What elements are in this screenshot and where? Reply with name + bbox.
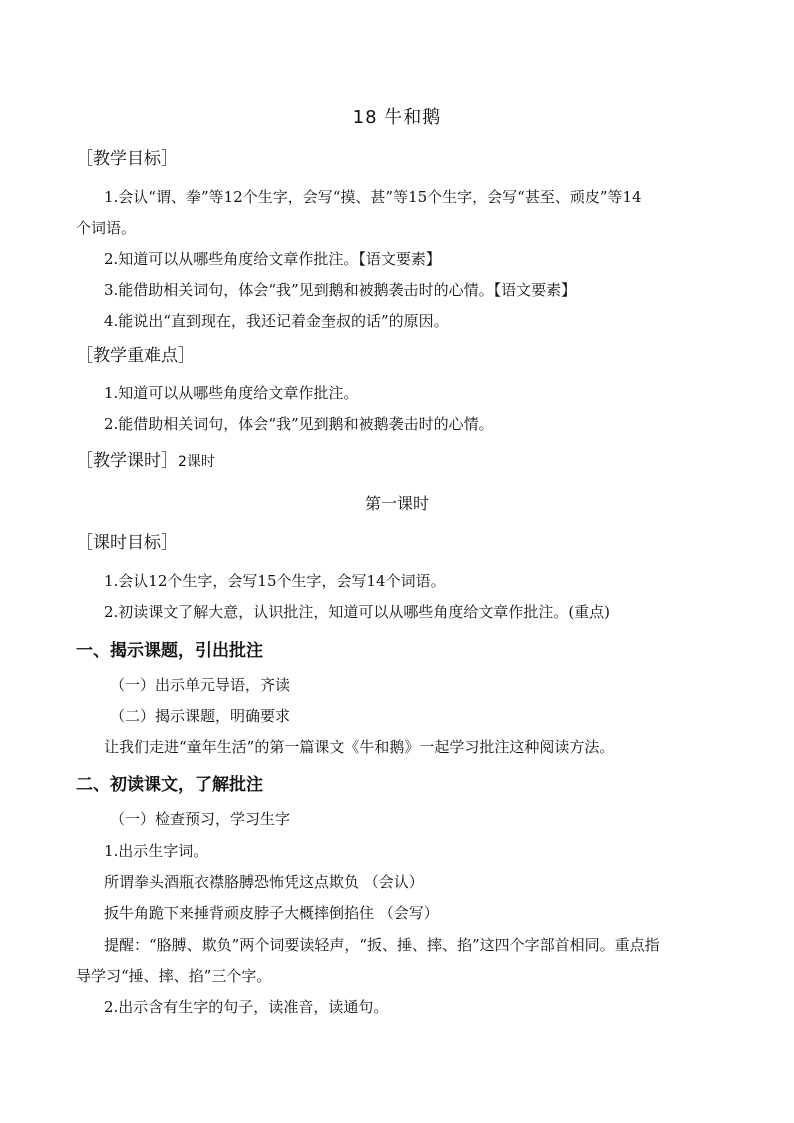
lesson-goals-heading: ［课时目标］	[76, 533, 178, 553]
section-1-item-2: （二）揭示课题，明确要求	[110, 707, 291, 725]
key-point-item-1: 1.知道可以从哪些角度给文章作批注。	[104, 384, 359, 402]
lesson-goal-item-2: 2.初读课文了解大意，认识批注，知道可以从哪些角度给文章作批注。(重点)	[104, 603, 611, 621]
section-1-item-1: （一）出示单元导语，齐读	[110, 676, 291, 694]
hours-heading: ［教学课时］	[76, 451, 178, 471]
section-2-item-4: 扳牛角跪下来捶背顽皮脖子大概摔倒掐住 （会写）	[104, 904, 439, 922]
objective-item-4: 4.能说出“直到现在，我还记着金奎叔的话”的原因。	[104, 312, 449, 330]
section-heading-1: 一、揭示课题，引出批注	[76, 641, 263, 661]
key-points-heading: ［教学重难点］	[76, 346, 195, 366]
objective-item-3: 3.能借助相关词句，体会“我”见到鹅和被鹅袭击时的心情。【语文要素】	[104, 281, 577, 299]
objective-item-1-cont: 个词语。	[76, 219, 137, 237]
section-2-item-3: 所谓拳头酒瓶衣襟胳膊恐怖凭这点欺负 （会认）	[104, 873, 424, 891]
hours-line	[76, 449, 215, 474]
objectives-heading: ［教学目标］	[76, 149, 178, 169]
objective-item-2: 2.知道可以从哪些角度给文章作批注。【语文要素】	[104, 250, 441, 268]
objective-item-1: 1.会认“谓、拳”等12个生字，会写“摸、甚”等15个生字，会写“甚至、顽皮”等14	[104, 188, 642, 206]
section-1-item-3: 让我们走进“童年生活”的第一篇课文《牛和鹅》一起学习批注这种阅读方法。	[104, 738, 615, 756]
key-point-item-2: 2.能借助相关词句，体会“我”见到鹅和被鹅袭击时的心情。	[104, 415, 494, 433]
lesson-title: 第一课时	[364, 494, 429, 513]
section-2-item-5: 提醒：“胳膊、欺负”两个词要读轻声，“扳、捶、摔、掐”这四个字部首相同。重点指	[104, 936, 660, 954]
lesson-goal-item-1: 1.会认12个生字，会写15个生字，会写14个词语。	[104, 572, 446, 590]
section-2-item-2: 1.出示生字词。	[104, 842, 209, 860]
document-title: 18 牛和鹅	[352, 107, 442, 128]
hours-value: 2课时	[178, 454, 215, 470]
section-2-item-1: （一）检查预习，学习生字	[110, 810, 291, 828]
section-2-item-6: 2.出示含有生字的句子，读准音，读通句。	[104, 998, 389, 1016]
section-heading-2: 二、初读课文，了解批注	[76, 775, 263, 795]
section-2-item-5-cont: 导学习“捶、摔、掐”三个字。	[76, 967, 272, 985]
